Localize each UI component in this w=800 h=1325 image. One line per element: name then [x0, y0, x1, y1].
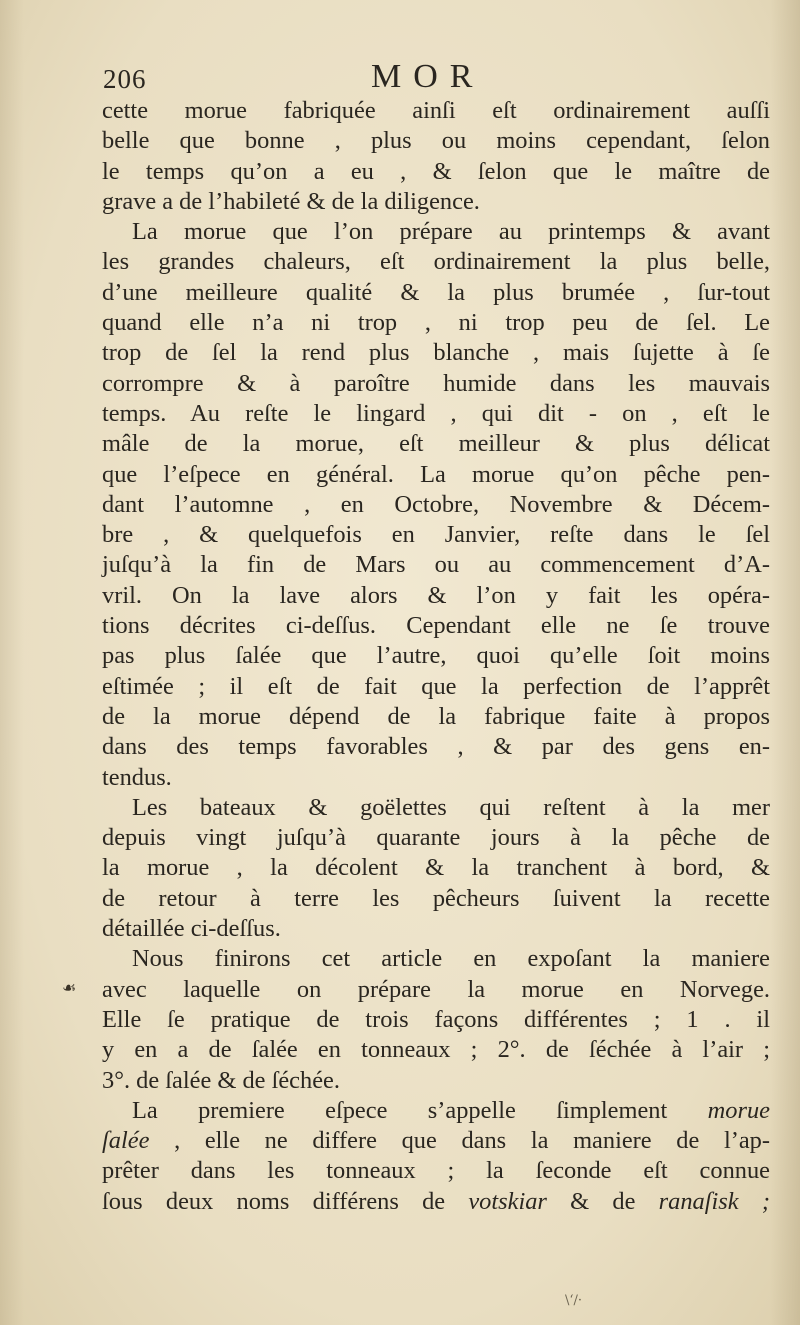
text-line: temps. Au reſte le lingard , qui dit - on , eſt le: [102, 399, 770, 427]
text-segment: ſous deux noms différens de: [102, 1187, 446, 1215]
text-line: 3°. de ſalée & de ſéchée.: [102, 1066, 340, 1094]
text-line: pas plus ſalée que l’autre, quoi qu’elle ſoit moins: [102, 642, 770, 670]
text-line: tions décrites ci-deſſus. Cependant elle ne ſe trouve: [102, 612, 770, 640]
text-line: d’une meilleure qualité & la plus brumée , ſur-tout: [102, 278, 770, 306]
text-line: détaillée ci-deſſus.: [102, 915, 281, 943]
text-line: eſtimée ; il eſt de fait que la perfection de l’apprêt: [102, 672, 770, 700]
body-text: [102, 96, 770, 1217]
text-line: cette morue fabriquée ainſi eſt ordinairement auſſi: [102, 97, 770, 124]
text-line: dans des temps favorables , & par des gens en-: [102, 733, 770, 761]
italic-term: votskiar: [468, 1187, 547, 1215]
text-line: tendus.: [102, 763, 172, 791]
text-line: [102, 1126, 770, 1156]
text-segment: de: [612, 1187, 636, 1215]
text-line: que l’eſpece en général. La morue qu’on pêche pen-: [102, 460, 770, 488]
footer-mark: \‘/·: [565, 1293, 583, 1308]
text-line: de retour à terre les pêcheurs ſuivent la recette: [102, 884, 770, 912]
paragraph-start-line: [102, 1096, 770, 1126]
text-line: vril. On la lave alors & l’on y fait les opéra-: [102, 581, 770, 609]
text-segment: &: [570, 1187, 590, 1215]
page-header: [103, 60, 763, 100]
text-segment: , elle ne differe que dans la maniere de l’ap-: [149, 1127, 770, 1155]
text-line: la morue , la décolent & la tranchent à bord, &: [102, 854, 770, 882]
text-line: avec laquelle on prépare la morue en Norvege.: [102, 975, 770, 1003]
text-line: juſqu’à la fin de Mars ou au commencement d’A-: [102, 551, 770, 579]
paragraph-start-line: Les bateaux & goëlettes qui reſtent à la mer: [132, 793, 770, 821]
running-head: MOR: [371, 58, 485, 95]
text-segment: La premiere eſpece s’appelle ſimplement: [132, 1096, 668, 1124]
text-line: [102, 1187, 770, 1217]
text-line: mâle de la morue, eſt meilleur & plus délicat: [102, 430, 770, 458]
text-line: prêter dans les tonneaux ; la ſeconde eſt connue: [102, 1157, 770, 1185]
page-left-shadow: [0, 0, 24, 1325]
text-line: Elle ſe pratique de trois façons différentes ; 1 . il: [102, 1005, 770, 1033]
text-line: depuis vingt juſqu’à quarante jours à la pêche de: [102, 824, 770, 852]
text-line: corrompre & à paroître humide dans les mauvais: [102, 369, 770, 397]
page-right-shadow: [770, 0, 800, 1325]
text-line: trop de ſel la rend plus blanche , mais ſujette à ſe: [102, 339, 770, 367]
text-line: grave a de l’habileté & de la diligence.: [102, 187, 480, 215]
paragraph-start-line: La morue que l’on prépare au printemps & avant: [132, 218, 770, 246]
margin-mark: ☙: [62, 978, 77, 997]
text-line: y en a de ſalée en tonneaux ; 2°. de ſéchée à l’air ;: [102, 1036, 770, 1064]
text-line: belle que bonne , plus ou moins cependant, ſelon: [102, 127, 770, 155]
italic-term: ſalée: [102, 1127, 150, 1155]
text-line: bre , & quelquefois en Janvier, reſte dans le ſel: [102, 521, 770, 549]
text-line: dant l’automne , en Octobre, Novembre & Décem-: [102, 490, 770, 518]
text-line: de la morue dépend de la fabrique faite à propos: [102, 702, 770, 730]
text-line: quand elle n’a ni trop , ni trop peu de ſel. Le: [102, 309, 770, 337]
text-line: les grandes chaleurs, eſt ordinairement la plus belle,: [102, 248, 770, 276]
page-number: 206: [103, 64, 147, 94]
paragraph-start-line: Nous finirons cet article en expoſant la maniere: [132, 945, 770, 973]
text-line: le temps qu’on a eu , & ſelon que le maître de: [102, 157, 770, 185]
italic-term: morue: [707, 1096, 770, 1124]
italic-term: ranaſisk ;: [658, 1187, 770, 1215]
